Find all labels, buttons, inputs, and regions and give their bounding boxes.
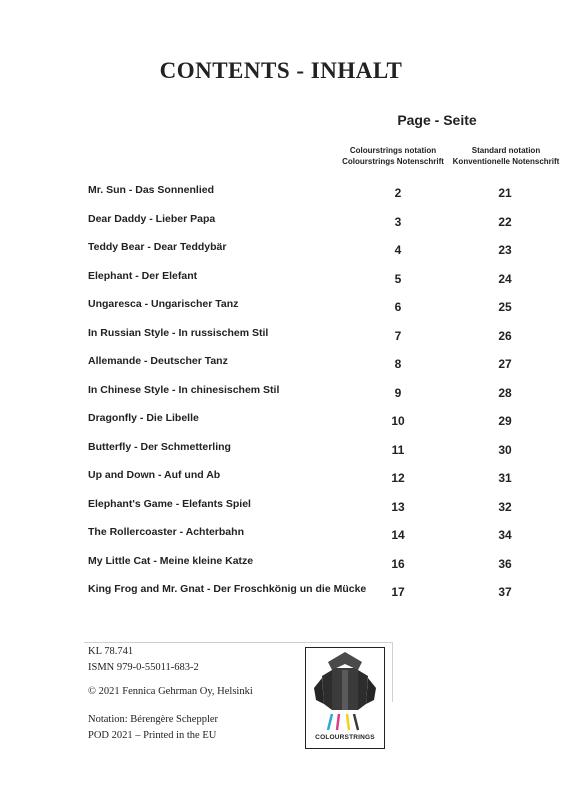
toc-page-standard: 30: [498, 442, 512, 457]
toc-title: In Chinese Style - In chinesischem Stil: [88, 383, 280, 396]
toc-row: [0, 241, 562, 261]
toc-page-standard: 23: [498, 243, 512, 257]
copyright-notice: © 2021 Fennica Gehrman Oy, Helsinki: [88, 686, 253, 697]
toc-page-standard: 37: [498, 585, 512, 599]
ismn-number: ISMN 979-0-55011-683-2: [88, 662, 199, 673]
toc-row: [0, 184, 562, 204]
toc-page-standard: 36: [498, 556, 512, 571]
toc-title: Dragonfly - Die Libelle: [88, 412, 199, 424]
standard-header-en: Standard notation: [471, 146, 541, 155]
toc-page-colourstrings: 11: [391, 442, 405, 457]
toc-row: [0, 298, 562, 318]
toc-page-colourstrings: 7: [394, 328, 402, 343]
imprint-divider-horizontal: [84, 642, 392, 643]
toc-row: [0, 583, 562, 603]
toc-row: [0, 270, 562, 290]
toc-row: [0, 412, 562, 432]
toc-title: The Rollercoaster - Achterbahn: [88, 526, 244, 538]
toc-title: Elephant's Game - Elefants Spiel: [88, 497, 251, 510]
toc-page-colourstrings: 13: [391, 499, 405, 514]
toc-row: [0, 526, 562, 546]
toc-page-standard: 26: [498, 328, 512, 343]
catalog-number: KL 78.741: [88, 646, 134, 657]
toc-title: Teddy Bear - Dear Teddybär: [88, 241, 227, 253]
toc-row: [0, 327, 562, 347]
colourstrings-header-de: Colourstrings Notenschrift: [342, 157, 444, 166]
toc-row: [0, 213, 562, 233]
toc-page-colourstrings: 2: [394, 186, 402, 200]
colourstrings-logo-text: COLOURSTRINGS: [315, 734, 375, 741]
toc-page-colourstrings: 6: [394, 300, 402, 314]
toc-page-standard: 31: [498, 471, 512, 485]
toc-page-standard: 28: [498, 385, 512, 400]
toc-page-standard: 22: [498, 214, 512, 229]
toc-row: [0, 384, 562, 404]
standard-column-header: [446, 145, 562, 167]
toc-title: Dear Daddy - Lieber Papa: [88, 212, 216, 225]
toc-page-standard: 34: [498, 528, 512, 542]
toc-page-colourstrings: 12: [391, 471, 405, 485]
toc-page-colourstrings: 4: [394, 243, 402, 257]
toc-title: Up and Down - Auf und Ab: [88, 469, 221, 481]
toc-page-standard: 32: [498, 499, 512, 514]
imprint-divider-vertical: [392, 642, 393, 702]
toc-page-colourstrings: 3: [394, 214, 402, 229]
toc-page-standard: 29: [498, 414, 512, 428]
toc-page-standard: 21: [498, 186, 512, 200]
toc-page-standard: 27: [498, 357, 512, 371]
toc-page-colourstrings: 9: [394, 385, 402, 400]
page-column-heading: Page - Seite: [397, 112, 477, 128]
colourstrings-emblem-icon: [306, 648, 384, 748]
colourstrings-logo: [305, 647, 385, 749]
toc-row: [0, 355, 562, 375]
colourstrings-header-en: Colourstrings notation: [349, 146, 437, 155]
toc-title: Ungaresca - Ungarischer Tanz: [88, 298, 239, 310]
toc-row: [0, 498, 562, 518]
toc-row: [0, 555, 562, 575]
toc-page-standard: 25: [498, 300, 512, 314]
toc-page-colourstrings: 5: [394, 271, 402, 286]
page-title: CONTENTS - INHALT: [159, 58, 403, 83]
toc-row: [0, 469, 562, 489]
print-info: POD 2021 – Printed in the EU: [88, 730, 217, 741]
toc-title: Mr. Sun - Das Sonnenlied: [88, 184, 215, 196]
toc-title: Elephant - Der Elefant: [88, 269, 198, 282]
toc-page-colourstrings: 10: [391, 414, 405, 428]
toc-page-standard: 24: [498, 271, 512, 286]
standard-header-de: Konventionelle Notenschrift: [452, 157, 560, 166]
toc-page-colourstrings: 8: [394, 357, 402, 371]
toc-title: Butterfly - Der Schmetterling: [88, 440, 231, 453]
toc-row: [0, 441, 562, 461]
toc-page-colourstrings: 17: [391, 585, 405, 599]
toc-title: In Russian Style - In russischem Stil: [88, 326, 269, 339]
toc-page-colourstrings: 14: [391, 528, 405, 542]
toc-title: Allemande - Deutscher Tanz: [88, 355, 228, 367]
toc-title: My Little Cat - Meine kleine Katze: [88, 554, 254, 567]
toc-title: King Frog and Mr. Gnat - Der Froschkönig un die Mücke: [88, 583, 367, 595]
colourstrings-column-header: [333, 145, 453, 167]
notation-credit: Notation: Bérengère Scheppler: [88, 714, 219, 725]
toc-page-colourstrings: 16: [391, 556, 405, 571]
